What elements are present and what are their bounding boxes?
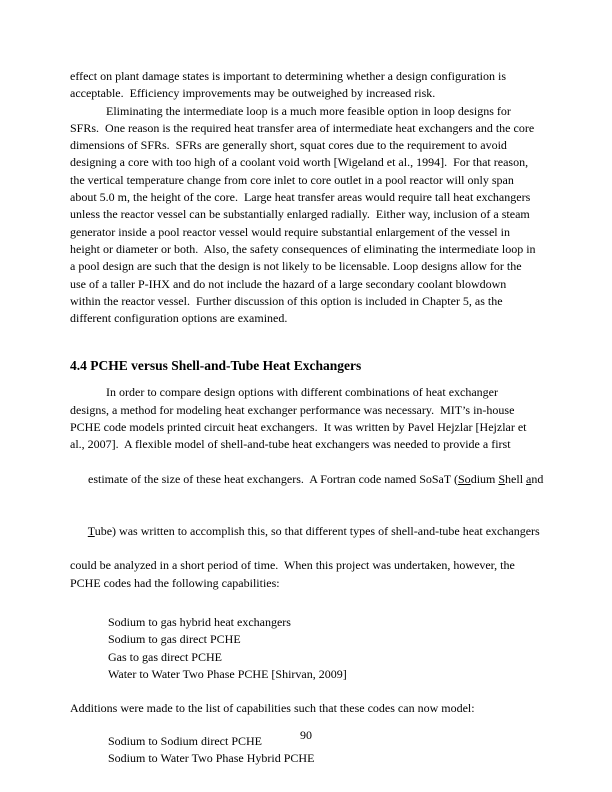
document-page (70, 68, 548, 768)
text-line-sosat (70, 454, 548, 506)
text-line: acceptable. Efficiency improvements may be outweighed by increased risk. (70, 86, 436, 101)
paragraph-continuation (70, 68, 548, 103)
text-segment: estimate of the size of these heat exchangers. A Fortran code named SoSaT ( (88, 471, 458, 486)
page-number: 90 (300, 728, 312, 742)
text-line: al., 2007]. A flexible model of shell-and-tube heat exchangers was needed to provide a first (70, 437, 511, 452)
text-segment: hell (505, 471, 527, 486)
list-item: Sodium to gas direct PCHE (108, 632, 241, 647)
text-segment: nd (531, 471, 544, 486)
text-line: generator inside a pool reactor vessel would require substantial enlargement of the vessel in (70, 224, 510, 239)
text-line: different configuration options are examined. (70, 311, 288, 326)
text-line: designing a core with too high of a coolant void worth [Wigeland et al., 1994]. For that reason, (70, 155, 529, 170)
underlined-letter: a (526, 471, 532, 486)
paragraph-pche-comparison (70, 384, 548, 592)
text-line: In order to compare design options with different combinations of heat exchanger (106, 385, 498, 400)
text-segment: ube) was written to accomplish this, so that different types of shell-and-tube heat exchangers (94, 523, 540, 538)
list-item: Sodium to Sodium direct PCHE (108, 734, 263, 748)
capabilities-list (70, 614, 548, 683)
text-line: the vertical temperature change from core inlet to core outlet in a pool reactor will only span (70, 172, 514, 187)
text-line: unless the reactor vessel can be substantially enlarged radially. Either way, inclusion of a steam (70, 207, 530, 222)
text-line: effect on plant damage states is important to determining whether a design configuration is (70, 69, 506, 83)
text-line: within the reactor vessel. Further discussion of this option is included in Chapter 5, as the (70, 293, 503, 308)
text-line: dimensions of SFRs. SFRs are generally short, squat cores due to the requirement to avoid (70, 138, 507, 153)
paragraph-additions (70, 700, 548, 717)
paragraph-intermediate-loop (70, 103, 548, 328)
text-line: could be analyzed in a short period of time. When this project was undertaken, however, the (70, 558, 515, 573)
underlined-letter: So (458, 471, 471, 486)
text-line: a pool design are such that the design is not likely to be licensable. Loop designs allow for the (70, 259, 522, 274)
text-line: PCHE code models printed circuit heat exchangers. It was written by Pavel Hejzlar [Hejzlar et (70, 420, 527, 435)
list-item: Water to Water Two Phase PCHE [Shirvan, 2009] (108, 666, 347, 681)
underlined-letter: S (498, 471, 506, 486)
text-line: height or diameter or both. Also, the safety consequences of eliminating the intermediate loop in (70, 241, 536, 256)
underlined-letter: T (87, 523, 95, 538)
text-line-tube (70, 506, 548, 558)
text-line: Additions were made to the list of capabilities such that these codes can now model: (70, 701, 475, 716)
section-heading: 4.4 PCHE versus Shell-and-Tube Heat Exchangers (70, 358, 362, 374)
text-segment: dium (470, 471, 499, 486)
text-line: PCHE codes had the following capabilities: (70, 575, 280, 590)
text-line: use of a taller P-IHX and do not include the hazard of a large secondary coolant blowdown (70, 276, 507, 291)
text-line: Eliminating the intermediate loop is a much more feasible option in loop designs for (106, 103, 511, 118)
text-line: designs, a method for modeling heat exchanger performance was necessary. MIT’s in-house (70, 402, 515, 417)
list-item: Sodium to gas hybrid heat exchangers (108, 615, 291, 630)
text-line: SFRs. One reason is the required heat transfer area of intermediate heat exchangers and the core (70, 120, 535, 135)
list-item: Gas to gas direct PCHE (108, 649, 222, 664)
list-item: Sodium to Water Two Phase Hybrid PCHE (108, 751, 315, 766)
text-line: about 5.0 m, the height of the core. Large heat transfer areas would require tall heat exchangers (70, 190, 531, 205)
